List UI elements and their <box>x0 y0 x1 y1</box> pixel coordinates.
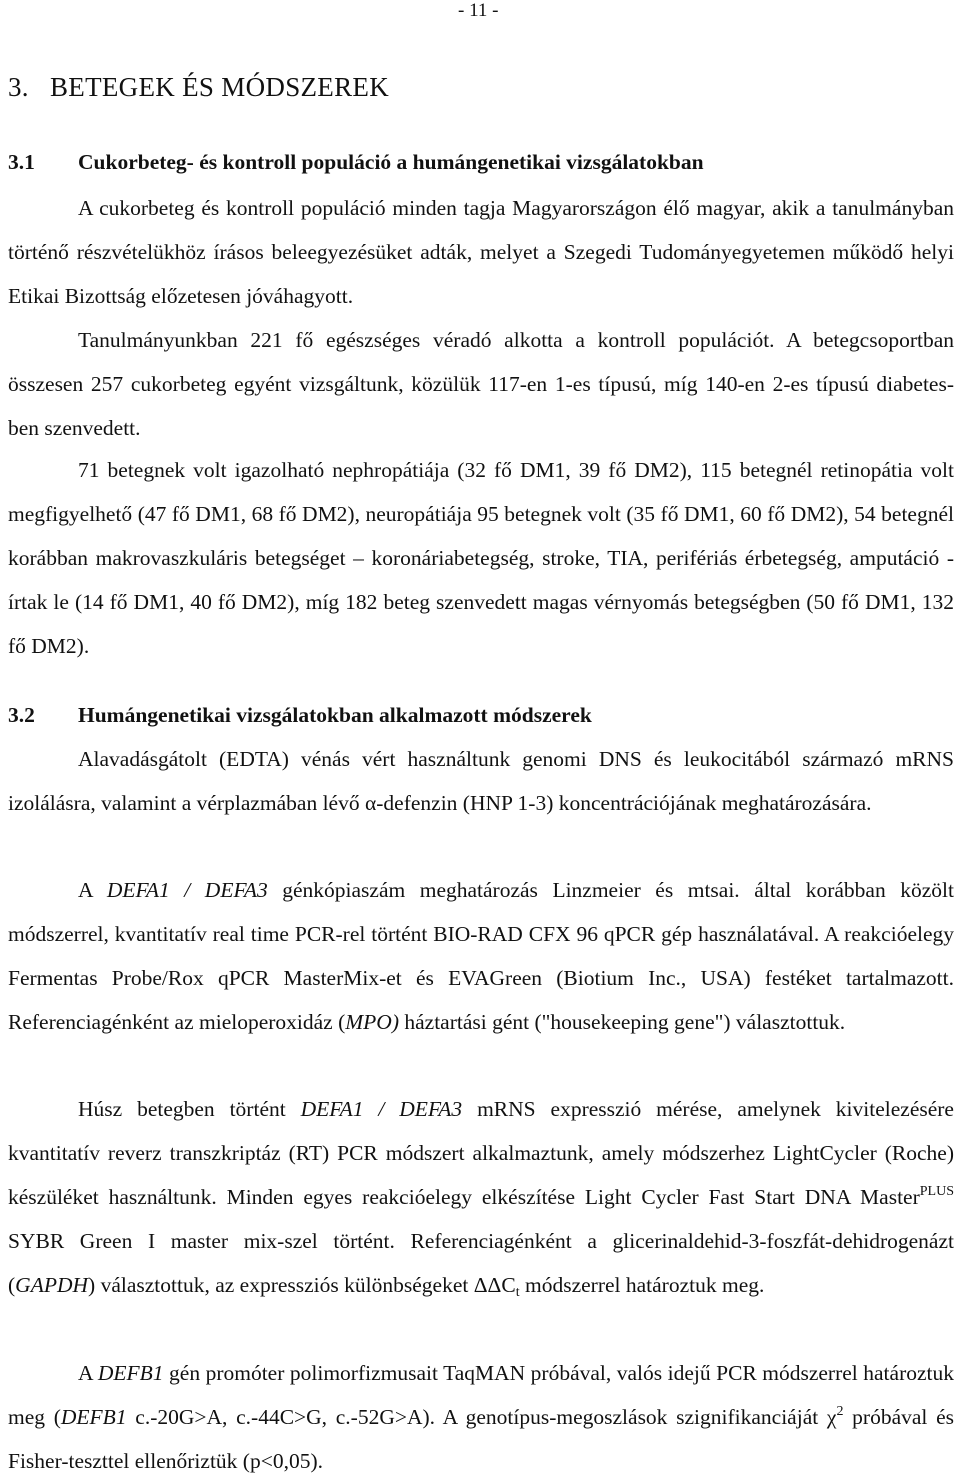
paragraph-text: A cukorbeteg és kontroll populáció minden tagja Magyarországon élő magyar, akik a tanulmányban történő részvételükhöz írásos beleegyezésüket adták, melyet a Szegedi Tudományegyetemen működő helyi Etikai Bizottság előzetesen jóváhagyott. <box>8 196 954 308</box>
section-title: Cukorbeteg- és kontroll populáció a humángenetikai vizsgálatokban <box>78 150 704 174</box>
gene-name: DEFA1 / DEFA3 <box>106 878 268 902</box>
paragraph-text: Tanulmányunkban 221 fő egészséges véradó alkotta a kontroll populációt. A betegcsoportban összesen 257 cukorbeteg egyént vizsgáltunk, közülük 117-en 1-es típusú, míg 140-en 2-es típusú diabetes-ben szenvedett. <box>8 328 954 440</box>
section-heading-3-2 <box>8 703 592 728</box>
superscript: PLUS <box>919 1184 954 1199</box>
text-run: c.-20G>A, c.-44C>G, c.-52G>A). A genotípus-megoszlások szignifikanciáját χ <box>126 1405 837 1429</box>
paragraph-text: Alavadásgátolt (EDTA) vénás vért használtunk genomi DNS és leukocitából származó mRNS izolálásra, valamint a vérplazmában lévő α-defenzin (HNP 1-3) koncentrációjának meghatározására. <box>8 747 954 815</box>
text-run: gén promóter polimorfizmusait TaqMAN próbával, valós idejű PCR módszerrel határoztuk meg ( <box>8 1361 954 1429</box>
section-number: 3.1 <box>8 150 35 174</box>
paragraph <box>8 186 954 318</box>
text-run: A <box>78 878 107 902</box>
gene-name: DEFA1 / DEFA3 <box>300 1097 463 1121</box>
chapter-title: 3. BETEGEK ÉS MÓDSZEREK <box>8 72 389 102</box>
paragraph <box>8 1087 954 1307</box>
text-run: Húsz betegben történt <box>78 1097 301 1121</box>
paragraph <box>8 1351 954 1483</box>
section-number: 3.2 <box>8 703 35 727</box>
page-number: - 11 - <box>458 0 499 21</box>
paragraph <box>8 868 954 1044</box>
section-heading-3-1 <box>8 150 704 175</box>
text-run: mRNS expresszió mérése, amelynek kivitelezésére kvantitatív reverz transzkriptáz (RT) PCR módszert alkalmaztunk, amely módszerhez LightCycler (Roche) készüléket használtunk. Minden egyes reakcióelegy elkészítése Light Cycler Fast Start DNA Master <box>8 1097 954 1209</box>
text-run: háztartási gént ("housekeeping gene") választottuk. <box>398 1010 846 1034</box>
gene-name: GAPDH <box>15 1273 89 1297</box>
paragraph <box>8 448 954 668</box>
gene-name: DEFB1 <box>60 1405 127 1429</box>
text-run: A <box>78 1361 98 1385</box>
subscript: t <box>515 1285 520 1300</box>
paragraph <box>8 737 954 825</box>
text-run: ) választottuk, az expressziós különbségeket ΔΔC <box>88 1273 516 1297</box>
section-title: Humángenetikai vizsgálatokban alkalmazott módszerek <box>78 703 592 727</box>
text-run: módszerrel határoztuk meg. <box>519 1273 765 1297</box>
text-run: génkópiaszám meghatározás Linzmeier és mtsai. által korábban közölt módszerrel, kvantitatív real time PCR-rel történt BIO-RAD CFX 96 qPCR gép használatával. A reakcióelegy Fermentas Probe/Rox qPCR MasterMix-et és EVAGreen (Biotium Inc., USA) festéket tartalmazott. Referenciagénként az mieloperoxidáz ( <box>8 878 954 1034</box>
paragraph-text: 71 betegnek volt igazolható nephropátiája (32 fő DM1, 39 fő DM2), 115 betegnél retinopátia volt megfigyelhető (47 fő DM1, 68 fő DM2), neuropátiája 95 betegnek volt (35 fő DM1, 60 fő DM2), 54 betegnél korábban makrovaszkuláris betegséget – koronáriabetegség, stroke, TIA, perifériás érbetegség, amputáció - írtak le (14 fő DM1, 40 fő DM2), míg 182 beteg szenvedett magas vérnyomás betegségben (50 fő DM1, 132 fő DM2). <box>8 458 954 658</box>
gene-name: MPO) <box>345 1010 399 1034</box>
paragraph <box>8 318 954 450</box>
text-run: SYBR Green I master mix-szel történt. Referenciagénként a glicerinaldehid-3-foszfát-dehidrogenázt ( <box>8 1229 954 1297</box>
superscript: 2 <box>836 1404 844 1419</box>
gene-name: DEFB1 <box>97 1361 164 1385</box>
text-run: próbával és Fisher-teszttel ellenőriztük (p<0,05). <box>8 1405 955 1473</box>
